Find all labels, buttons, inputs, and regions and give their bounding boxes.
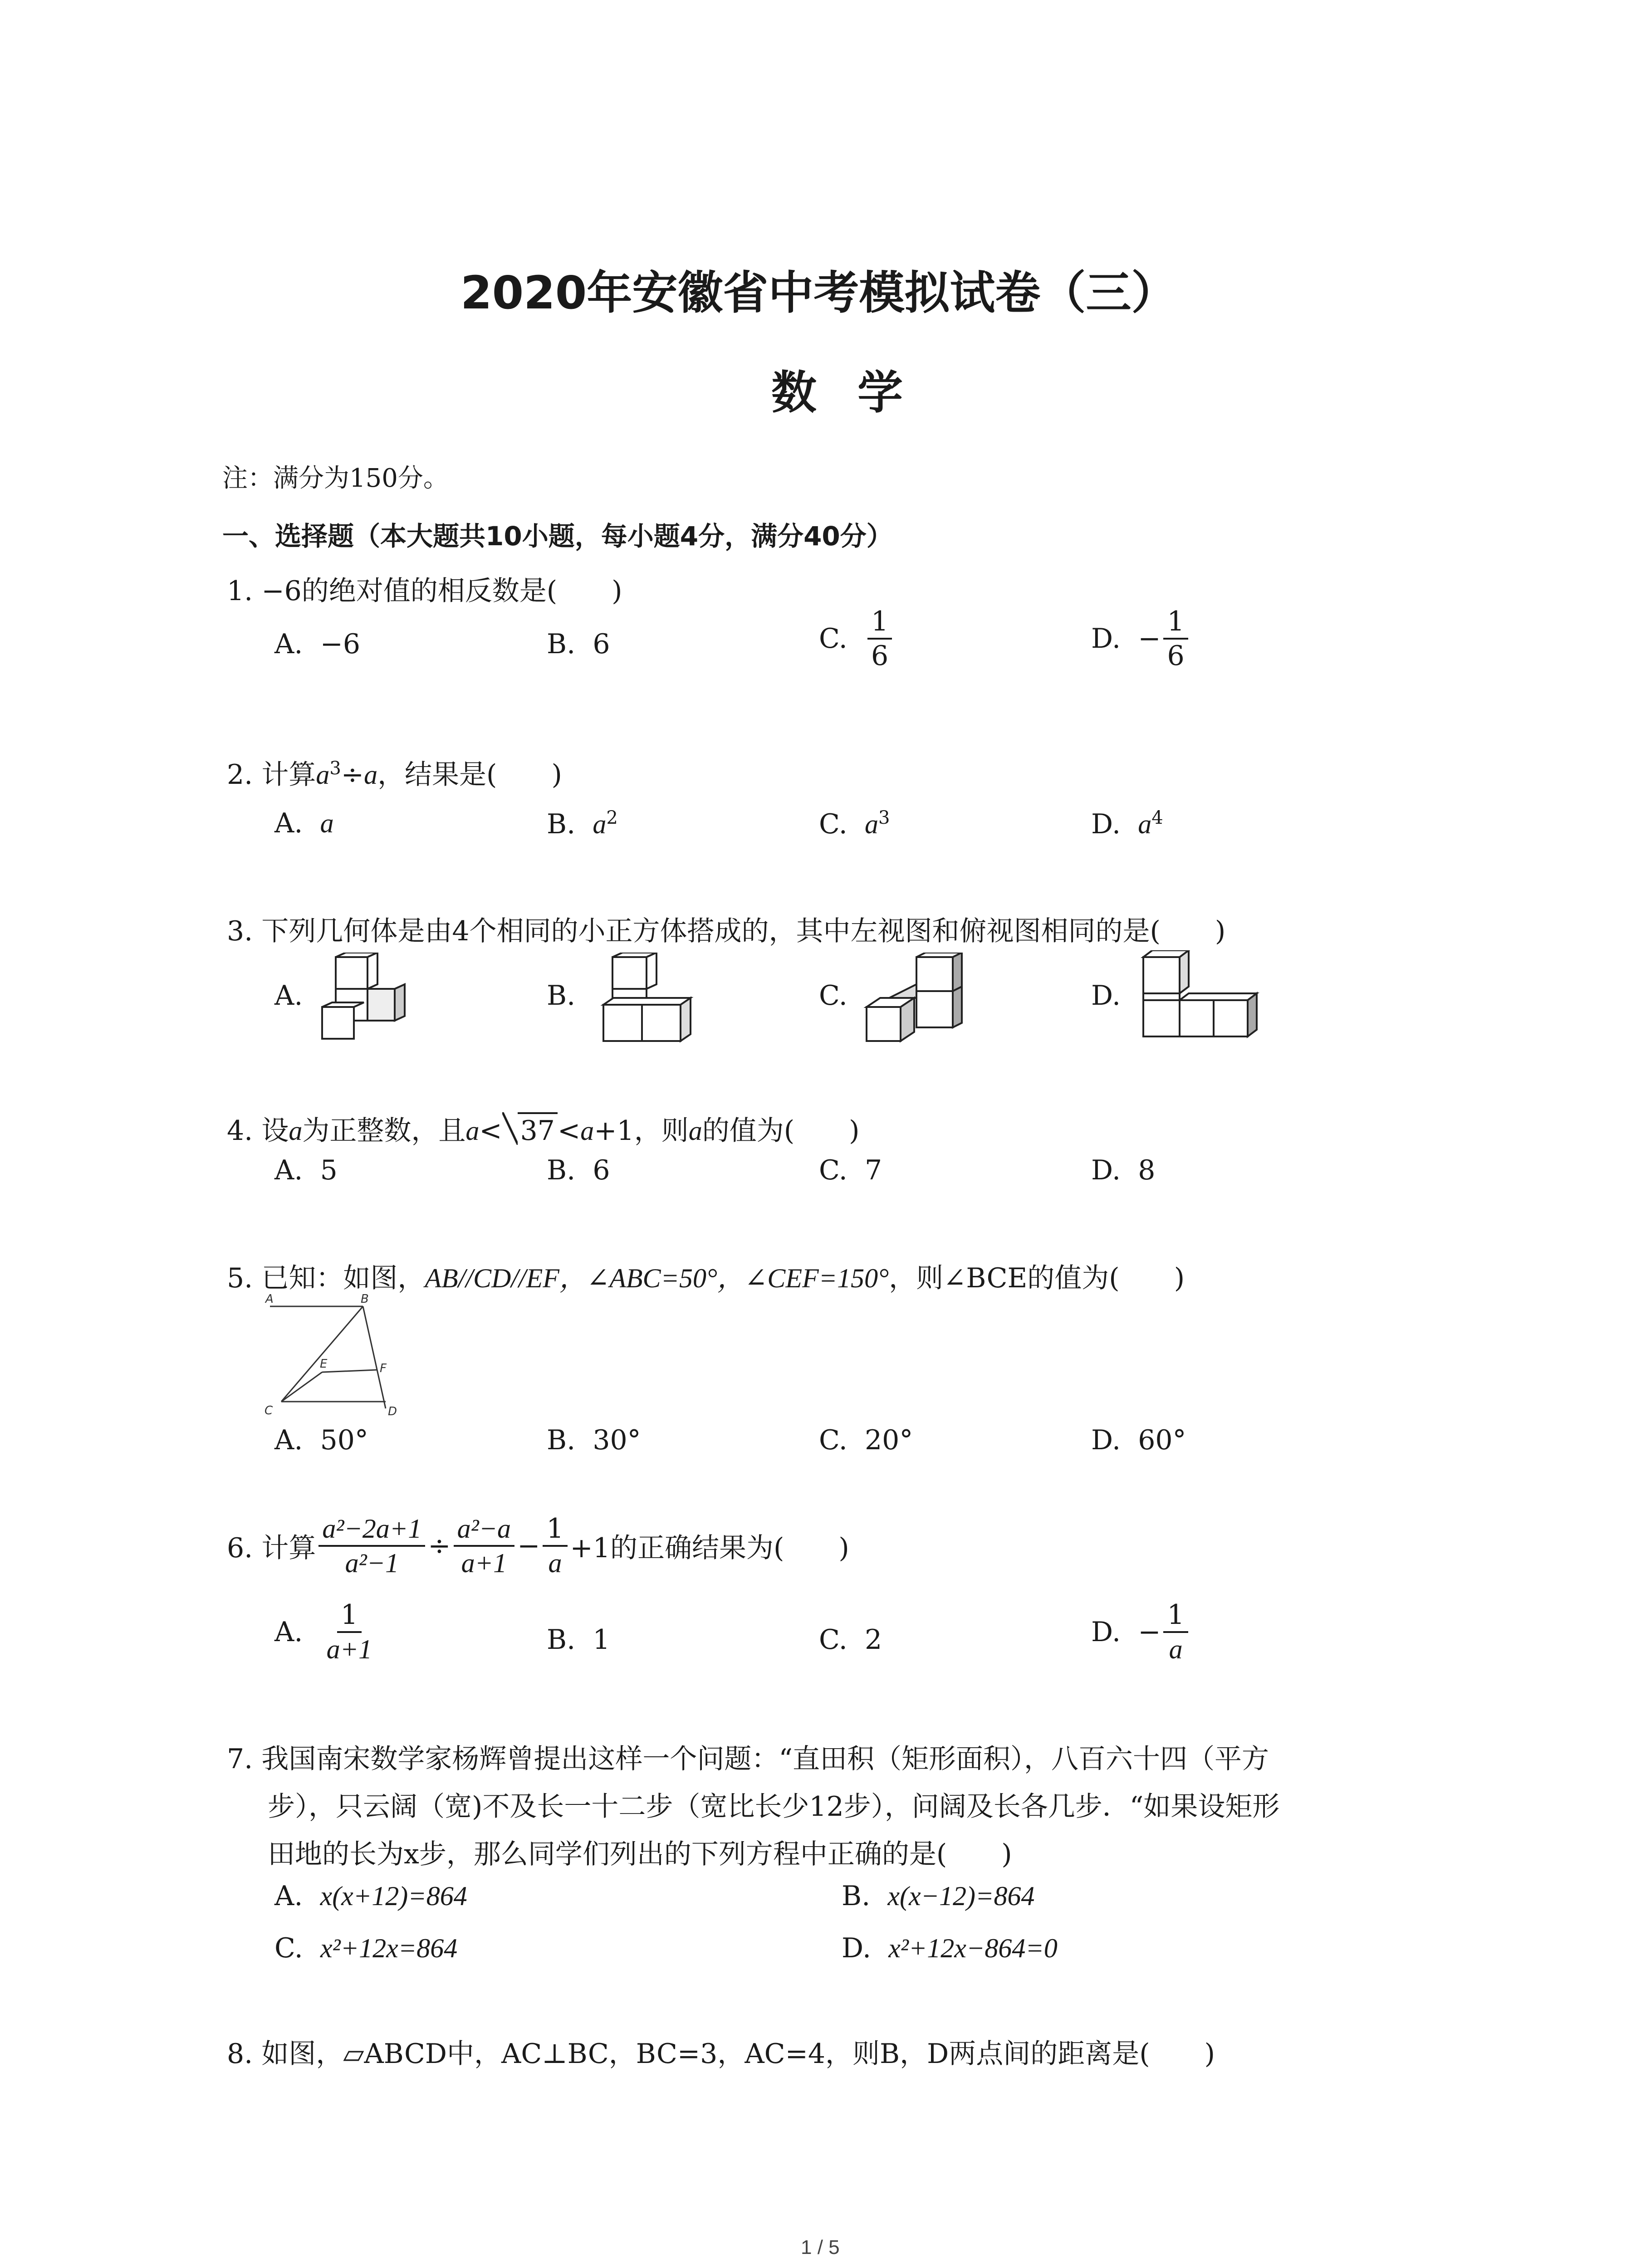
q1-option-a [274,628,360,660]
q7-option-c: C. x²+12x=864 [274,1932,458,1964]
q2-option-b: B. $a^2$ [547,807,618,840]
q4-option-d: D. 8 [1091,1154,1156,1186]
point-label-c: C [265,1404,273,1418]
q4-option-c: C. 7 [819,1154,882,1186]
fraction: $\frac{1}{a}$ [543,1515,567,1577]
question-5-stem: 5. 已知：如图，AB//CD//EF，∠ABC=50°，∠CEF=150°，则∠BCE的值为( ) [227,1262,1185,1294]
q3-option-c-label: C. [819,980,847,1012]
fraction: $\frac{1}{6}$ [1163,608,1188,670]
q5-option-a: A. 50° [274,1424,368,1456]
option-text: 6 [593,628,610,660]
section-heading: 一、选择题（本大题共10小题，每小题4分，满分40分） [222,521,893,552]
q5-option-d: D. 60° [1091,1424,1186,1456]
fraction: $\frac{1}{a}$ [1163,1601,1188,1663]
q1-option-c [819,608,895,670]
question-4-stem: 4. 设a为正整数，且a< 37 <a+1，则a的值为( ) [227,1109,860,1148]
q7-option-d: D. x²+12x−864=0 [842,1932,1058,1964]
q5-option-c: C. 20° [819,1424,913,1456]
point-label-d: D [388,1405,397,1418]
exam-title: 2020年安徽省中考模拟试卷（三） [460,266,1177,319]
question-7-line-2: 步），只云阔（宽)不及长一十二步（宽比长少12步），问阔及长各几步．“如果设矩形 [268,1791,1280,1823]
cube-figure-d [1139,950,1270,1041]
sqrt-37: 37 [518,1112,558,1147]
question-6-stem: 6. 计算 $\frac{\text{a²−2a+1}}{\text{a²−1}}$ ÷ $\frac{\text{a²−a}}{a+1}$ − $\frac{1}{a}$ +1的正确结果为( ) [227,1513,849,1578]
option-label: B. [547,628,576,660]
page-number: 1 / 5 [801,2236,840,2258]
fraction: $\frac{\text{a²−2a+1}}{\text{a²−1}}$ [318,1515,425,1577]
q3-option-b-label: B. [547,980,576,1012]
fraction: $\frac{\text{a²−a}}{a+1}$ [454,1515,514,1577]
q7-option-b: B. x(x−12)=864 [842,1880,1035,1912]
q5-option-b: B. 30° [547,1424,641,1456]
cube-figure-b [599,953,699,1043]
option-text: −6 [320,628,361,660]
exam-note: 注：满分为150分。 [222,464,449,493]
parallel-lines-figure [261,1293,406,1420]
question-2-stem: 2. 计算$a^3\div a$，结果是( ) [227,758,562,791]
q6-option-d: D. − $\frac{1}{a}$ [1091,1601,1191,1663]
cube-figure-c [862,953,980,1043]
option-label: C. [819,623,847,655]
question-7-line-3: 田地的长为x步，那么同学们列出的下列方程中正确的是( ) [268,1838,1012,1870]
q1-option-d: D. − $\frac{1}{6}$ [1091,608,1191,670]
option-label: A. [274,628,303,660]
q7-option-a: A. x(x+12)=864 [274,1880,467,1912]
question-8-stem: 8. 如图，▱ABCD中，AC⊥BC，BC=3，AC=4，则B，D两点间的距离是( ) [227,2038,1215,2070]
q2-option-d: D. $a^4$ [1091,807,1163,840]
point-label-f: F [380,1362,387,1375]
point-label-b: B [361,1293,369,1306]
exam-subject: 数学 [771,366,944,419]
q4-option-a: A. 5 [274,1154,338,1186]
fraction: $\frac{1}{6}$ [867,608,892,670]
question-1-stem: 1. −6的绝对值的相反数是( ) [227,575,622,607]
q3-option-d-label: D. [1091,980,1121,1012]
q6-option-c: C. 2 [819,1624,882,1656]
q2-option-a: A. a [274,807,334,839]
q1-option-b [547,628,610,660]
question-3-stem: 3. 下列几何体是由4个相同的小正方体搭成的，其中左视图和俯视图相同的是( ) [227,915,1226,947]
question-7-line-1: 7. 我国南宋数学家杨辉曾提出这样一个问题：“直田积（矩形面积），八百六十四（平方 [227,1743,1269,1775]
cube-figure-a [318,953,422,1043]
q6-option-a: A. $\frac{1}{a+1}$ [274,1601,378,1663]
q2-option-c: C. $a^3$ [819,807,890,840]
point-label-a: A [265,1293,274,1306]
option-label: D. [1091,623,1121,655]
q3-option-a-label: A. [274,980,303,1012]
q4-option-b: B. 6 [547,1154,610,1186]
q6-option-b: B. 1 [547,1624,610,1656]
point-label-e: E [320,1357,328,1371]
fraction: $\frac{1}{a+1}$ [326,1599,372,1664]
